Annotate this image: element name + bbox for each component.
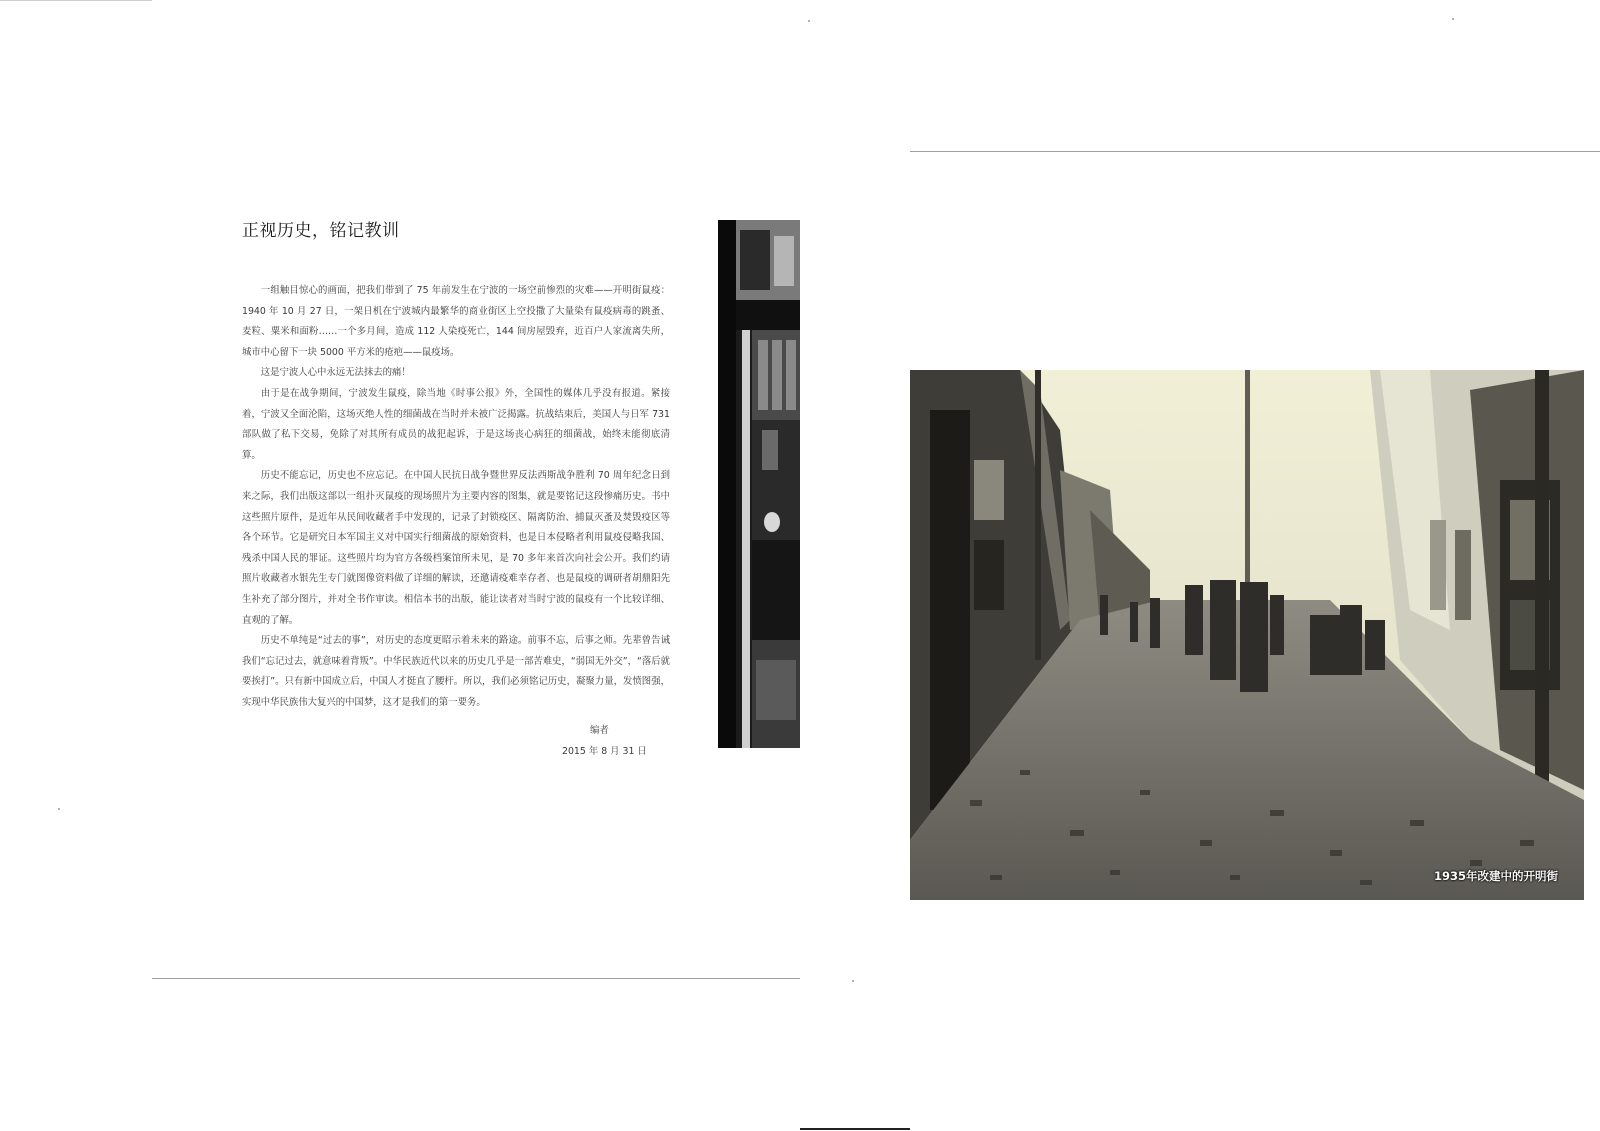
page-title: 正视历史，铭记教训 [242, 221, 400, 241]
strip-photo [718, 220, 800, 748]
preface-body [242, 281, 670, 713]
scan-speck [808, 20, 810, 22]
paragraph-5: 历史不单纯是“过去的事”，对历史的态度更昭示着未来的路途。前事不忘，后事之师。先辈曾告诫我们“忘记过去，就意味着背叛”。中华民族近代以来的历史几乎是一部苦难史，“弱国无外交”，“落后就要挨打”。只有新中国成立后，中国人才挺直了腰杆。所以，我们必须铭记历史，凝聚力量，发愤图强，实现中华民族伟大复兴的中国梦，这才是我们的第一要务。 [242, 635, 670, 708]
paragraph-2: 这是宁波人心中永远无法抹去的痛！ [260, 367, 411, 379]
main-photo [910, 370, 1584, 900]
paragraph-1: 一组触目惊心的画面，把我们带到了 75 年前发生在宁波的一场空前惨烈的灾难——开明街鼠疫：1940 年 10 月 27 日，一架日机在宁波城内最繁华的商业街区上空投撒了大量染有鼠疫病毒的跳蚤、麦粒、粟米和面粉……一个多月间，造成 112 人染疫死亡，144 间房屋毁弃，近百户人家流离失所，城市中心留下一块 5000 平方米的疮疤——鼠疫场。 [242, 285, 670, 358]
paragraph-3: 由于是在战争期间，宁波发生鼠疫，除当地《时事公报》外，全国性的媒体几乎没有报道。紧接着，宁波又全面沦陷，这场灭绝人性的细菌战在当时并未被广泛揭露。抗战结束后，美国人与日军 731 部队做了私下交易，免除了对其所有成员的战犯起诉，于是这场丧心病狂的细菌战，始终未能彻底清算。 [242, 387, 670, 461]
bottom-left-rule [152, 978, 800, 979]
scan-speck [1452, 18, 1454, 20]
spine-bottom-rule [800, 1128, 910, 1130]
street-photo-image [910, 370, 1584, 900]
scan-speck [852, 980, 854, 982]
paragraph-4: 历史不能忘记，历史也不应忘记。在中国人民抗日战争暨世界反法西斯战争胜利 70 周年纪念日到来之际，我们出版这部以一组扑灭鼠疫的现场照片为主要内容的图集，就是要铭记这段惨痛历史。书中这些照片原件，是近年从民间收藏者手中发现的，记录了封锁疫区、隔离防治、捕鼠灭蚤及焚毁疫区等各个环节。它是研究日本军国主义对中国实行细菌战的原始资料，也是日本侵略者利用鼠疫侵略我国、残杀中国人民的罪证。这些照片均为官方各级档案馆所未见，是 70 多年来首次向社会公开。我们约请照片收藏者水银先生专门就图像资料做了详细的解读，还邀请疫难幸存者、也是鼠疫的调研者胡鼎阳先生补充了部分图片，并对全书作审读。相信本书的出版，能让读者对当时宁波的鼠疫有一个比较详细、直观的了解。 [242, 470, 670, 626]
photo-caption: 1935年改建中的开明街 [1433, 869, 1558, 883]
scan-speck [58, 808, 60, 810]
top-right-rule [910, 151, 1600, 152]
top-left-rule [0, 0, 152, 1]
strip-photo-image [718, 220, 800, 748]
signature-date: 2015 年 8 月 31 日 [562, 746, 647, 757]
right-page [800, 0, 1600, 1131]
signature-editor: 编者 [590, 725, 609, 736]
